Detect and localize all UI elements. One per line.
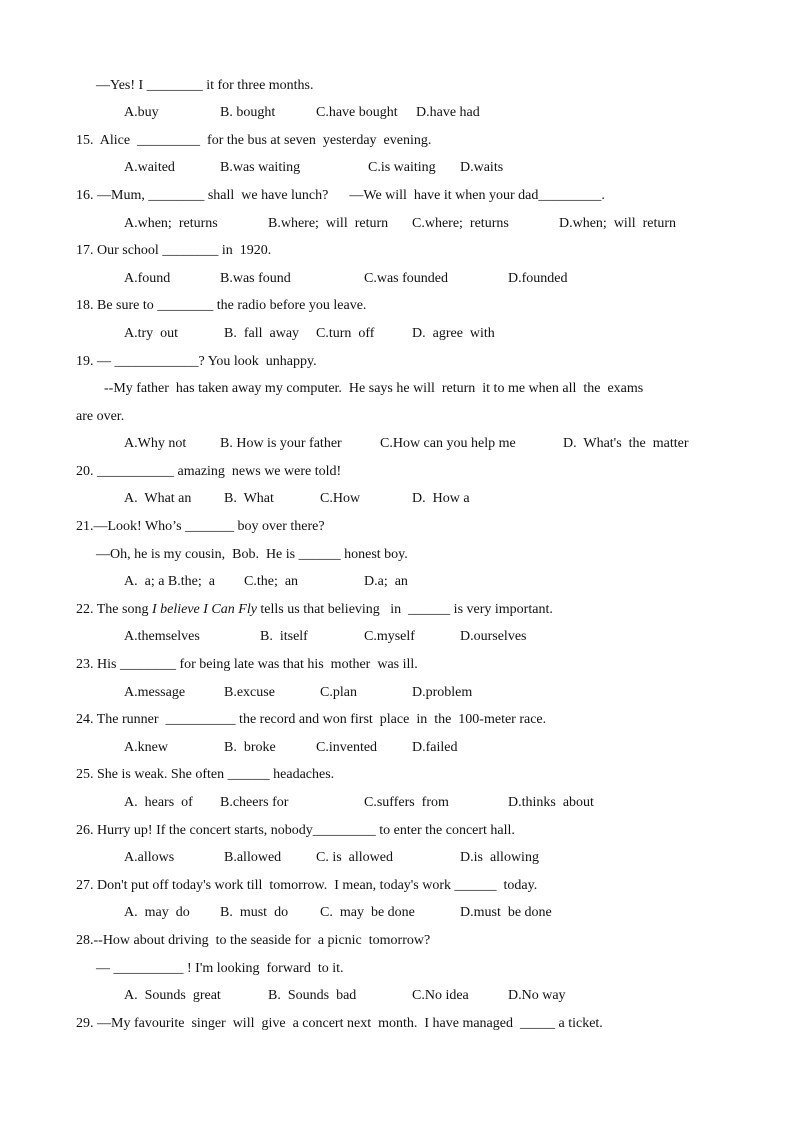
q25-stem: 25. She is weak. She often ______ headaches. bbox=[76, 767, 335, 782]
q22-option-d: D.ourselves bbox=[460, 629, 527, 644]
q27-stem: 27. Don't put off today's work till tomorrow. I mean, today's work ______ today. bbox=[76, 878, 538, 893]
q22-option-c: C.myself bbox=[364, 629, 415, 644]
q23-option-c: C.plan bbox=[320, 685, 357, 700]
q28-option-a: A. Sounds great bbox=[124, 988, 221, 1003]
q18-option-b: B. fall away bbox=[224, 326, 300, 341]
q20-option-b: B. What bbox=[224, 491, 274, 506]
q14-option-a: A.buy bbox=[124, 105, 159, 120]
q25-option-b: B.cheers for bbox=[220, 795, 289, 810]
q18-stem: 18. Be sure to ________ the radio before you leave. bbox=[76, 298, 367, 313]
q24-option-a: A.knew bbox=[124, 740, 168, 755]
q25-option-d: D.thinks about bbox=[508, 795, 594, 810]
q23-option-d: D.problem bbox=[412, 685, 473, 700]
q25-option-a: A. hears of bbox=[124, 795, 193, 810]
q22-stem bbox=[76, 601, 553, 619]
q29-stem: 29. —My favourite singer will give a concert next month. I have managed _____ a ticket. bbox=[76, 1016, 603, 1031]
song-title: I believe I Can Fly bbox=[151, 602, 257, 617]
q19-response-cont: are over. bbox=[76, 409, 125, 424]
q28-option-d: D.No way bbox=[508, 988, 566, 1003]
q26-option-d: D.is allowing bbox=[460, 850, 539, 865]
q15-option-c: C.is waiting bbox=[368, 160, 436, 175]
q16-option-b: B.where; will return bbox=[268, 216, 389, 231]
q27-option-c: C. may be done bbox=[320, 905, 415, 920]
q26-option-a: A.allows bbox=[124, 850, 175, 865]
q14-option-d: D.have had bbox=[416, 105, 480, 120]
q25-option-c: C.suffers from bbox=[364, 795, 449, 810]
q20-option-d: D. How a bbox=[412, 491, 470, 506]
q20-stem: 20. ___________ amazing news we were told! bbox=[76, 464, 342, 479]
q22-option-a: A.themselves bbox=[124, 629, 200, 644]
q18-option-c: C.turn off bbox=[316, 326, 375, 341]
q19-option-a: A.Why not bbox=[124, 436, 187, 451]
q27-option-d: D.must be done bbox=[460, 905, 552, 920]
q17-stem: 17. Our school ________ in 1920. bbox=[76, 243, 272, 258]
q19-stem: 19. — ____________? You look unhappy. bbox=[76, 354, 317, 369]
q15-stem: 15. Alice _________ for the bus at seven yesterday evening. bbox=[76, 133, 432, 148]
q17-option-c: C.was founded bbox=[364, 271, 448, 286]
q19-option-b: B. How is your father bbox=[220, 436, 342, 451]
q21-response: —Oh, he is my cousin, Bob. He is ______ honest boy. bbox=[96, 547, 408, 562]
q21-option-a: A. a; a B.the; a bbox=[124, 574, 215, 589]
q24-stem: 24. The runner __________ the record and won first place in the 100-meter race. bbox=[76, 712, 547, 727]
q20-option-a: A. What an bbox=[124, 491, 192, 506]
q24-option-c: C.invented bbox=[316, 740, 378, 755]
q27-option-b: B. must do bbox=[220, 905, 289, 920]
q28-option-c: C.No idea bbox=[412, 988, 469, 1003]
q20-option-c: C.How bbox=[320, 491, 361, 506]
q21-option-d: D.a; an bbox=[364, 574, 408, 589]
q16-option-a: A.when; returns bbox=[124, 216, 218, 231]
q19-response: --My father has taken away my computer. He says he will return it to me when all the exams bbox=[104, 381, 644, 396]
q15-option-b: B.was waiting bbox=[220, 160, 301, 175]
q16-option-d: D.when; will return bbox=[559, 216, 677, 231]
q14-option-b: B. bought bbox=[220, 105, 276, 120]
q26-option-c: C. is allowed bbox=[316, 850, 393, 865]
q17-option-d: D.founded bbox=[508, 271, 568, 286]
q23-option-b: B.excuse bbox=[224, 685, 275, 700]
q27-option-a: A. may do bbox=[124, 905, 190, 920]
q23-stem: 23. His ________ for being late was that his mother was ill. bbox=[76, 657, 418, 672]
q28-response: — __________ ! I'm looking forward to it. bbox=[96, 961, 344, 976]
q23-option-a: A.message bbox=[124, 685, 186, 700]
q15-option-d: D.waits bbox=[460, 160, 504, 175]
q16-option-c: C.where; returns bbox=[412, 216, 509, 231]
q26-option-b: B.allowed bbox=[224, 850, 282, 865]
q16-stem: 16. —Mum, ________ shall we have lunch? —We will have it when your dad_________. bbox=[76, 188, 605, 203]
q19-option-c: C.How can you help me bbox=[380, 436, 516, 451]
q17-option-a: A.found bbox=[124, 271, 171, 286]
q28-option-b: B. Sounds bad bbox=[268, 988, 357, 1003]
q26-stem: 26. Hurry up! If the concert starts, nobody_________ to enter the concert hall. bbox=[76, 823, 515, 838]
q22-stem-post: tells us that believing in ______ is very important. bbox=[256, 602, 553, 617]
q18-option-a: A.try out bbox=[124, 326, 179, 341]
q24-option-d: D.failed bbox=[412, 740, 458, 755]
q22-stem-pre: 22. The song bbox=[76, 602, 152, 617]
q15-option-a: A.waited bbox=[124, 160, 175, 175]
q28-stem: 28.--How about driving to the seaside for a picnic tomorrow? bbox=[76, 933, 431, 948]
q14-option-c: C.have bought bbox=[316, 105, 398, 120]
q24-option-b: B. broke bbox=[224, 740, 276, 755]
q19-option-d: D. What's the matter bbox=[563, 436, 689, 451]
q21-stem: 21.—Look! Who’s _______ boy over there? bbox=[76, 519, 325, 534]
q22-option-b: B. itself bbox=[260, 629, 308, 644]
q18-option-d: D. agree with bbox=[412, 326, 495, 341]
q21-option-c: C.the; an bbox=[244, 574, 299, 589]
q14-stem: —Yes! I ________ it for three months. bbox=[96, 78, 314, 93]
q17-option-b: B.was found bbox=[220, 271, 291, 286]
